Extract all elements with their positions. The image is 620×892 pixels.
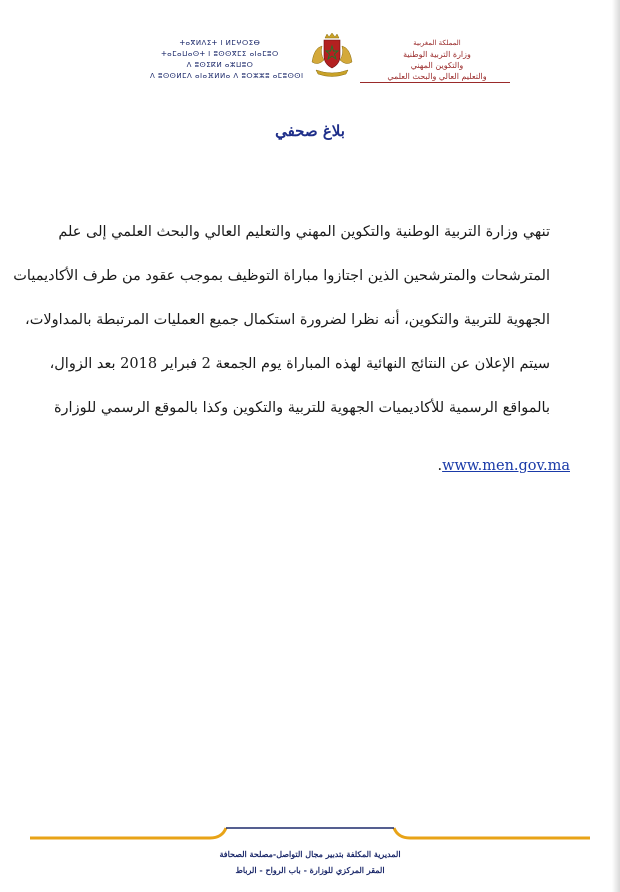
tifinagh-line: ⵜⴰⴳⵍⴷⵉⵜ ⵏ ⵍⵎⵖⵔⵉⴱ: [179, 39, 261, 47]
ministry-line: والتكوين المهني: [410, 61, 464, 70]
tifinagh-line: ⴷ ⵓⵙⵉⴽⵍ ⴰⵣⵡⵓⵔ: [186, 61, 254, 69]
footer: [0, 820, 620, 892]
body-line: بالمواقع الرسمية للأكاديميات الجهوية للتربية والتكوين وكذا بالموقع الرسمي للوزارة: [53, 400, 550, 416]
press-release-body: [13, 220, 550, 440]
footer-location: المقر المركزي للوزارة - باب الرواح - الرباط: [235, 865, 385, 875]
body-line: الجهوية للتربية والتكوين، أنه نظرا لضرورة استكمال جميع العمليات المرتبطة بالمداولات،: [25, 312, 550, 328]
ministry-line: والتعليم العالي والبحث العلمي: [387, 72, 487, 81]
letterhead-rule: [360, 82, 510, 83]
body-line: سيتم الإعلان عن النتائج النهائية لهذه المباراة يوم الجمعة 2 فبراير 2018 بعد الزوال،: [49, 356, 550, 372]
ministry-name-arabic: [362, 38, 512, 82]
url-period: .: [437, 458, 443, 474]
tifinagh-line: ⵜⴰⵎⴰⵡⴰⵙⵜ ⵏ ⵓⵙⵙⴳⵎⵉ ⴰⵏⴰⵎⵓⵔ: [161, 50, 279, 58]
ministry-website-link[interactable]: www.men.gov.ma: [442, 458, 570, 474]
tifinagh-line: ⴷ ⵓⵙⵙⵍⵎⴷ ⴰⵏⴰⴼⵍⵍⴰ ⴷ ⵓⵔⵣⵣⵓ ⴰⵎⵓⵙⵙⵏ: [150, 72, 304, 80]
page-title: بلاغ صحفي: [275, 122, 345, 140]
body-line: تنهي وزارة التربية الوطنية والتكوين المهني والتعليم العالي والبحث العلمي إلى علم: [58, 224, 550, 240]
tifinagh-ministry-name: [150, 38, 304, 82]
kingdom-name: المملكة المغربية: [413, 39, 461, 47]
website-line: [420, 458, 570, 474]
footer-department: المديرية المكلفة بتدبير مجال التواصل-مصلحة الصحافة: [219, 849, 401, 859]
body-line: المترشحات والمترشحين الذين اجتازوا مباراة التوظيف بموجب عقود من طرف الأكاديميات: [13, 268, 550, 284]
footer-address: [200, 846, 420, 878]
letterhead: [130, 32, 520, 92]
coat-of-arms-icon: [308, 32, 356, 78]
ministry-line: وزارة التربية الوطنية: [403, 50, 471, 59]
